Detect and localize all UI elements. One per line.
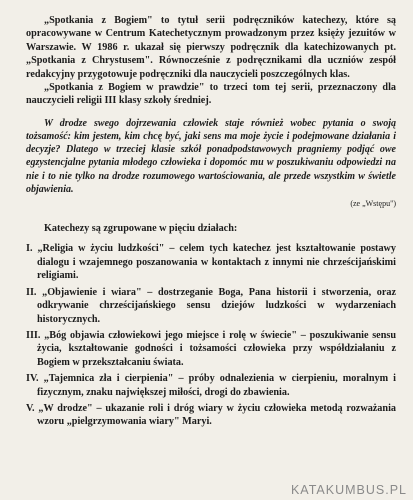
quote-source: (ze „Wstępu") xyxy=(350,199,396,209)
section-item-3: III. „Bóg objawia człowiekowi jego miejsce i rolę w świecie" – poszukiwanie sensu życia, kształtowanie godności i tożsamości człowieka przy współdziałaniu z Bogiem w przekształcaniu świata. xyxy=(26,329,396,368)
sections-lead: Katechezy są zgrupowane w pięciu działach: xyxy=(44,223,238,235)
intro-paragraph-2: „Spotkania z Bogiem w prawdzie" to trzeci tom tej serii, przeznaczony dla nauczycieli religii III klasy szkoły średniej. xyxy=(26,82,396,107)
intro-paragraph-1: „Spotkania z Bogiem" to tytuł serii podręczników katechezy, które są opracowywane w Centrum Katechetycznym prowadzonym przez księży jezuitów w Warszawie. W 1986 r. ukazał się pierwszy podręcznik dla katechizowanych pt. „Spotkania z Chrystusem". Równocześnie z podręcznikami dla uczniów zespół redakcyjny przygotowuje podręczniki dla nauczycieli poszczególnych klas. xyxy=(26,15,396,80)
section-item-2: II. „Objawienie i wiara" – dostrzeganie Boga, Pana historii i stworzenia, oraz odkrywanie chrześcijańskiego sensu dziejów ludzkości w wydarzeniach historycznych. xyxy=(26,286,396,325)
foreword-quote: W drodze swego dojrzewania człowiek staje również wobec pytania o swoją tożsamość: kim jestem, kim chcę być, jaki sens ma moje życie i podejmowane działania i decyzje? Dlatego w trzeciej klasie szkół ponadpodstawowych pragniemy podjąć owe egzystencjalne pytania młodego człowieka i dopomóc mu w poszukiwaniu odpowiedzi na nie i to nie tylko na drodze rozumowego wartościowania, ale przede wszystkim w świetle objawienia. xyxy=(26,117,396,195)
section-item-4: IV. „Tajemnica zła i cierpienia" – próby odnalezienia w cierpieniu, moralnym i fizycznym, znaku największej miłości, drogi do zbawienia. xyxy=(26,373,396,398)
book-back-cover-text xyxy=(26,14,396,432)
watermark-text: KATAKUMBUS.PL xyxy=(290,483,407,497)
section-item-5: V. „W drodze" – ukazanie roli i dróg wiary w życiu człowieka metodą rozważania wzoru „pielgrzymowania wiary" Maryi. xyxy=(26,402,396,428)
section-item-1: I. „Religia w życiu ludzkości" – celem tych katechez jest kształtowanie postawy dialogu i wzajemnego poszanowania w kontaktach z innymi nie chrześcijańskimi religiami. xyxy=(26,243,396,282)
